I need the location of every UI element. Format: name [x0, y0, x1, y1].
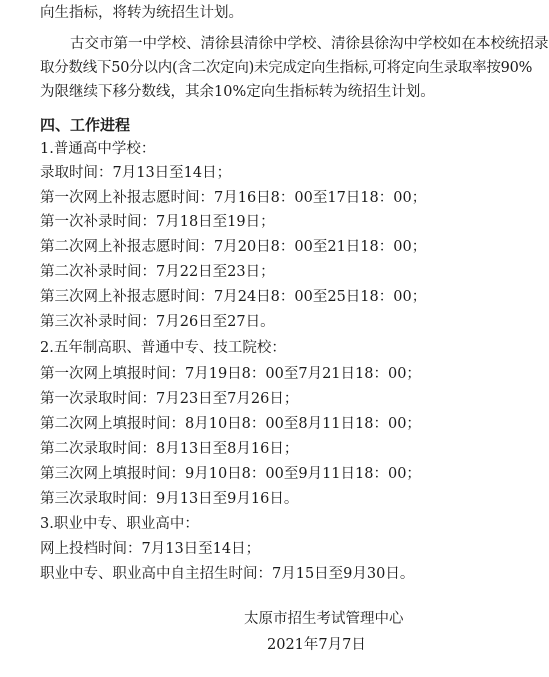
general-item-3: 第二次网上补报志愿时间：7月20日8：00至21日18：00； [40, 239, 427, 255]
vocational5-item-4: 第三次网上填报时间：9月10日8：00至9月11日18：00； [40, 466, 421, 482]
vocational-heading: 3.职业中专、职业高中： [40, 516, 199, 532]
intro-line-2: 取分数线下50分以内(含二次定向)未完成定向生指标,可将定向生录取率按90% [40, 60, 533, 76]
vocational5-item-0: 第一次网上填报时间：7月19日8：00至7月21日18：00； [40, 366, 421, 382]
signature-date: 2021年7月7日 [267, 637, 366, 653]
general-item-0: 录取时间：7月13日至14日； [40, 165, 232, 181]
vocational5-item-3: 第二次录取时间：8月13日至8月16日； [40, 441, 299, 457]
general-item-6: 第三次补录时间：7月26日至27日。 [40, 314, 275, 330]
intro-line-0: 向生指标，将转为统招生计划。 [40, 5, 243, 21]
signature-org: 太原市招生考试管理中心 [244, 611, 404, 627]
vocational5-heading: 2.五年制高职、普通中专、技工院校： [40, 340, 286, 356]
vocational5-item-1: 第一次录取时间：7月23日至7月26日； [40, 391, 299, 407]
general-item-2: 第一次补录时间：7月18日至19日； [40, 214, 275, 230]
general-item-1: 第一次网上补报志愿时间：7月16日8：00至17日18：00； [40, 190, 427, 206]
general-high-school-heading: 1.普通高中学校： [40, 141, 156, 157]
vocational-item-1: 职业中专、职业高中自主招生时间：7月15日至9月30日。 [40, 566, 415, 582]
vocational5-item-5: 第三次录取时间：9月13日至9月16日。 [40, 491, 299, 507]
general-item-4: 第二次补录时间：7月22日至23日； [40, 264, 275, 280]
intro-line-3: 为限继续下移分数线，其余10%定向生指标转为统招生计划。 [40, 84, 435, 100]
general-item-5: 第三次网上补报志愿时间：7月24日8：00至25日18：00； [40, 289, 427, 305]
vocational5-item-2: 第二次网上填报时间：8月10日8：00至8月11日18：00； [40, 416, 421, 432]
intro-line-1: 古交市第一中学校、清徐县清徐中学校、清徐县徐沟中学校如在本校统招录 [70, 36, 549, 52]
section-heading: 四、工作进程 [40, 116, 131, 134]
vocational-item-0: 网上投档时间：7月13日至14日； [40, 541, 261, 557]
